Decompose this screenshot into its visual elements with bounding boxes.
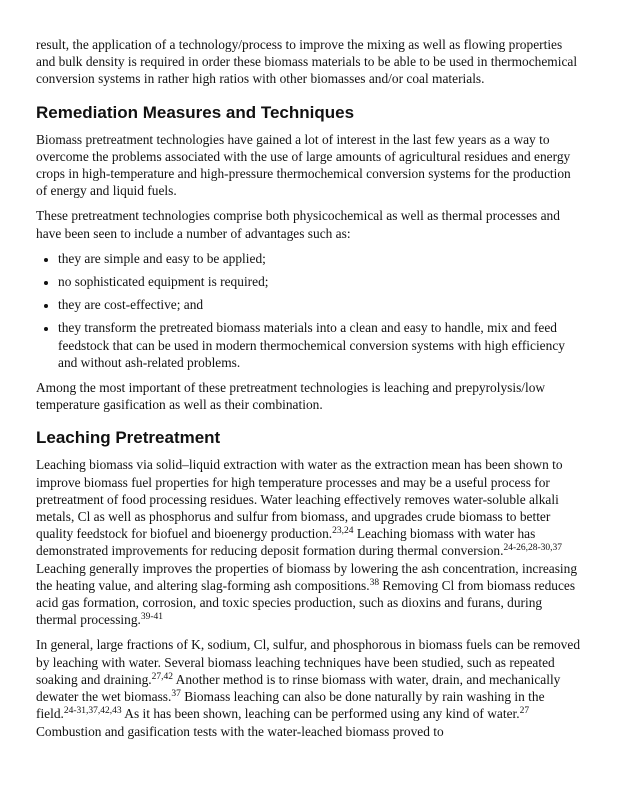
remediation-paragraph-3: Among the most important of these pretreatment technologies is leaching and prepyrolysis/low temperature gasification as well as their combination. <box>36 380 546 413</box>
paragraph-text: Biomass leaching can also be done naturally by rain washing in the field. <box>36 689 545 722</box>
citation-superscript: 24-31,37,42,43 <box>63 706 122 717</box>
remediation-paragraph-2: These pretreatment technologies comprise both physicochemical as well as thermal processes and have been seen to include a number of advantages such as: <box>36 208 560 241</box>
citation-superscript: 23,24 <box>332 526 354 537</box>
citation-superscript: 39-41 <box>140 612 164 623</box>
citation-superscript: 24-26,28-30,37 <box>503 543 563 554</box>
paragraph-text: Leaching biomass via solid–liquid extraction with water as the extraction mean has been shown to improve biomass fuel properties for high temperature processes and may be a useful process for pretreatment of food processing residues. Water leaching effectively removes water-soluble alkali metals, Cl as well as phosphorus and sulfur from biomass, and upgrades crude biomass to better quality feedstock for biofuel and bioenergy production. <box>36 457 563 542</box>
remediation-paragraph-1: Biomass pretreatment technologies have gained a lot of interest in the last few years as a way to overcome the problems associated with the use of large amounts of agricultural residues and energy crops in high-temperature and high-pressure thermochemical conversion systems for the production of energy and liquid fuels. <box>36 131 571 199</box>
section-heading-remediation: Remediation Measures and Techniques <box>36 102 355 122</box>
list-item: • they are cost-effective; and <box>58 296 584 313</box>
leaching-paragraph-1 <box>36 456 584 628</box>
intro-paragraph: result, the application of a technology/process to improve the mixing as well as flowing properties and bulk density is required in order these biomass materials to be able to be used in thermochemical conversion systems in rather high ratios with other biomasses and/or coal materials. <box>36 37 578 87</box>
list-item: • they transform the pretreated biomass materials into a clean and easy to handle, mix and feed feedstock that can be used in modern thermochemical conversion systems with high efficiency and without ash-related problems. <box>58 319 584 371</box>
paragraph-text: Leaching biomass with water has demonstrated improvements for reducing deposit formation during thermal conversion. <box>36 526 536 559</box>
citation-superscript: 27,42 <box>151 671 174 682</box>
list-item: • they are simple and easy to be applied; <box>58 250 584 267</box>
paragraph-text: As it has been shown, leaching can be performed using any kind of water. <box>121 706 520 722</box>
paragraph-text: Removing Cl from biomass reduces acid gas formation, corrosion, and toxic species production, such as dioxins and furans, during thermal processing. <box>36 577 576 628</box>
list-item: • no sophisticated equipment is required; <box>58 273 584 290</box>
advantages-list <box>36 250 584 371</box>
leaching-paragraph-2 <box>36 636 584 739</box>
citation-superscript: 37 <box>171 689 181 700</box>
paragraph-text: In general, large fractions of K, sodium, Cl, sulfur, and phosphorous in biomass fuels can be removed by leaching with water. Several biomass leaching techniques have been studied, such as repeated soaking and draining. <box>36 637 581 687</box>
paragraph-text: Combustion and gasification tests with the water-leached biomass proved to <box>36 723 444 739</box>
citation-superscript: 27 <box>519 706 530 717</box>
citation-superscript: 38 <box>369 577 380 588</box>
page-content <box>36 36 584 748</box>
paragraph-text: Leaching generally improves the properties of biomass by lowering the ash concentration, increasing the heating value, and altering slag-forming ash compositions. <box>36 560 578 593</box>
paragraph-text: Another method is to rinse biomass with water, drain, and mechanically dewater the wet biomass. <box>36 671 561 705</box>
section-heading-leaching: Leaching Pretreatment <box>36 428 221 448</box>
